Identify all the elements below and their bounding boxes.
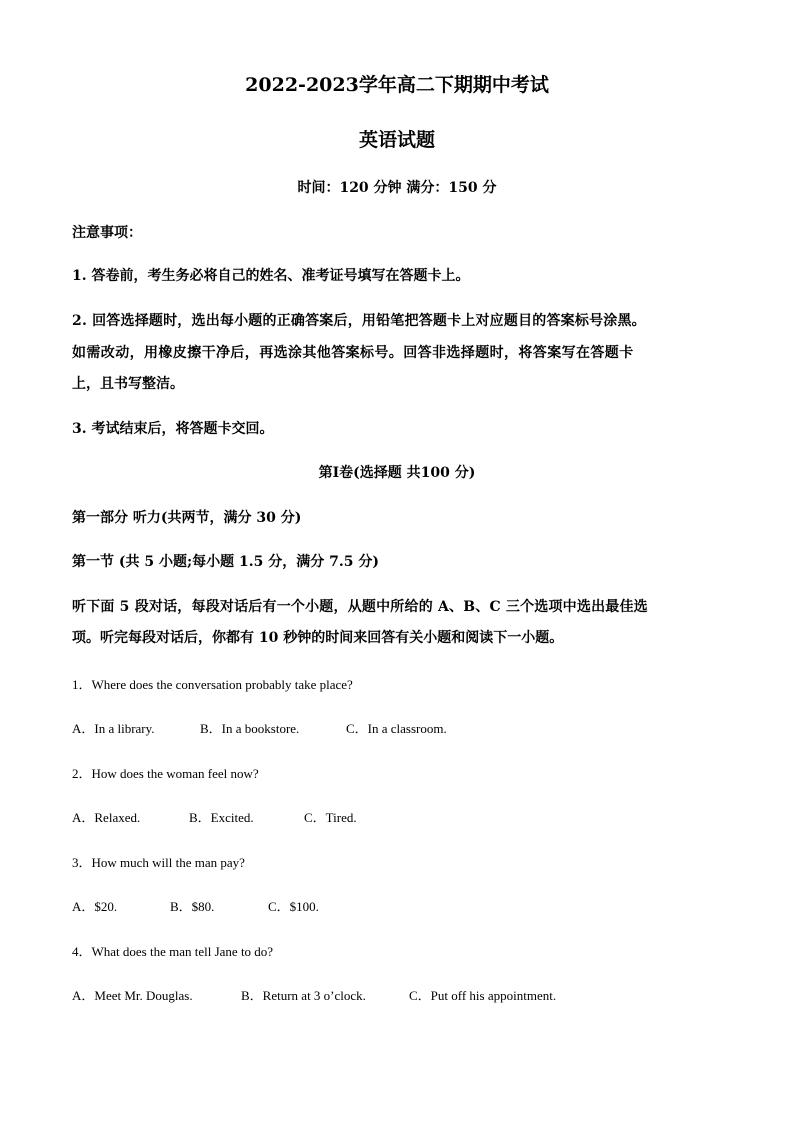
notice-item-2-line-3: 上，且书写整洁。 [72,376,184,392]
question-2-option-c: C．Tired. [304,810,357,825]
time-and-score: 时间：120 分钟 满分：150 分 [297,180,497,196]
question-4-stem: 4．What does the man tell Jane to do? [72,944,274,959]
instruction-line-1: 听下面 5 段对话，每段对话后有一个小题，从题中所给的 A、B、C 三个选项中选出最佳选 [72,599,648,615]
notice-item-2-line-1: 2. 回答选择题时，选出每小题的正确答案后，用铅笔把答题卡上对应题目的答案标号涂黑。 [72,313,646,329]
question-1-option-c: C．In a classroom. [346,721,447,736]
question-3-option-b: B．$80. [170,899,215,914]
question-4-option-c: C．Put off his appointment. [409,988,557,1003]
question-4-option-a: A．Meet Mr. Douglas. [72,988,193,1003]
question-3-stem: 3．How much will the man pay? [72,855,245,870]
question-2-option-a: A．Relaxed. [72,810,141,825]
notice-item-3: 3. 考试结束后，将答题卡交回。 [72,421,274,437]
subject-title: 英语试题 [358,129,435,151]
exam-title: 2022-2023学年高二下期期中考试 [245,74,549,96]
question-1-option-a: A．In a library. [72,721,155,736]
question-1-option-b: B．In a bookstore. [200,721,300,736]
question-2-stem: 2．How does the woman feel now? [72,766,259,781]
section-one-heading: 第一节 (共 5 小题;每小题 1.5 分，满分 7.5 分) [72,554,379,570]
question-3-option-a: A．$20. [72,899,118,914]
instruction-line-2: 项。听完每段对话后，你都有 10 秒钟的时间来回答有关小题和阅读下一小题。 [72,630,564,646]
question-1-stem: 1．Where does the conversation probably take place? [72,677,353,692]
question-3-option-c: C．$100. [268,899,319,914]
volume-heading: 第Ⅰ卷(选择题 共100 分) [318,465,476,481]
part-one-heading: 第一部分 听力(共两节，满分 30 分) [72,510,302,526]
question-4-option-b: B．Return at 3 o’clock. [241,988,366,1003]
question-2-option-b: B．Excited. [189,810,254,825]
notice-item-2-line-2: 如需改动，用橡皮擦干净后，再选涂其他答案标号。回答非选择题时，将答案写在答题卡 [72,345,634,361]
notice-heading: 注意事项： [72,225,142,241]
notice-item-1: 1. 答卷前，考生务必将自己的姓名、准考证号填写在答题卡上。 [72,268,470,284]
